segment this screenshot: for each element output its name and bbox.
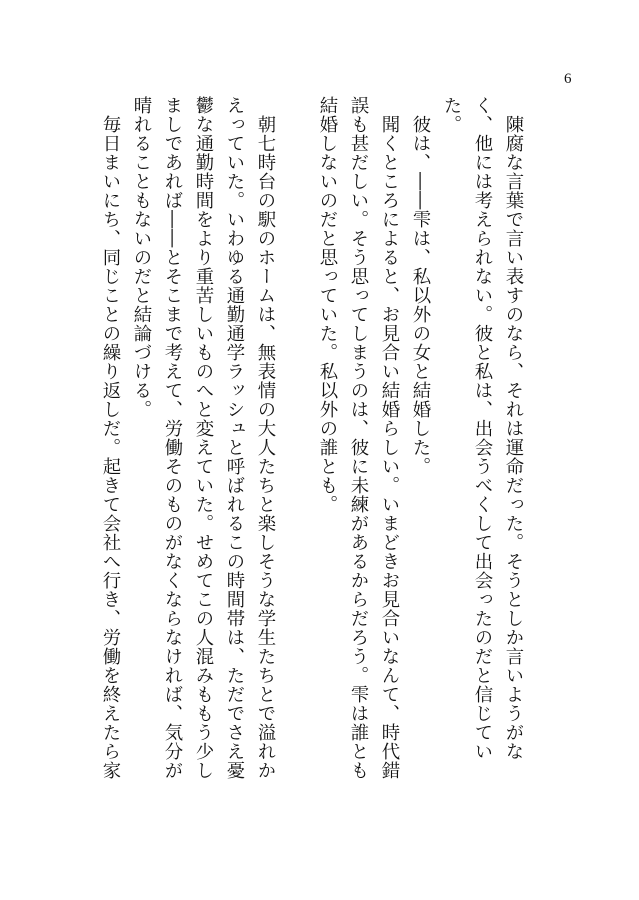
body-text bbox=[95, 96, 529, 786]
paragraph-5: 毎日まいにち、同じことの繰り返しだ。起きて会社へ行き、労働を終えたら家 bbox=[100, 96, 121, 780]
paragraph-4: 朝七時台の駅のホームは、無表情の大人たちと楽しそうな学生たちとで溢れかえっていた。いわゆる通勤通学ラッシュと呼ばれるこの時間帯は、ただでさえ憂鬱な通勤時間をより重苦しいものへと変えていた。せめてこの人混みももう少しましであれば――とそこまで考えて、労働そのものがなくならなければ、気分が晴れることもないのだと結論づける。 bbox=[131, 96, 276, 780]
paragraph-1: 陳腐な言葉で言い表すのなら、それは運命だった。そうとしか言いようがなく、他には考えられない。彼と私は、出会うべくして出会ったのだと信じていた。 bbox=[441, 96, 524, 761]
page-number: 6 bbox=[564, 71, 572, 87]
paragraph-2: 彼は、――雫は、私以外の女と結婚した。 bbox=[410, 96, 431, 476]
paragraph-spacer bbox=[281, 96, 312, 786]
paragraph-3: 聞くところによると、お見合い結婚らしい。いまどきお見合いなんて、時代錯誤も甚だしい。そう思ってしまうのは、彼に未練があるからだろう。雫は誰とも結婚しないのだと思っていた。私以外の誰とも。 bbox=[317, 96, 400, 780]
